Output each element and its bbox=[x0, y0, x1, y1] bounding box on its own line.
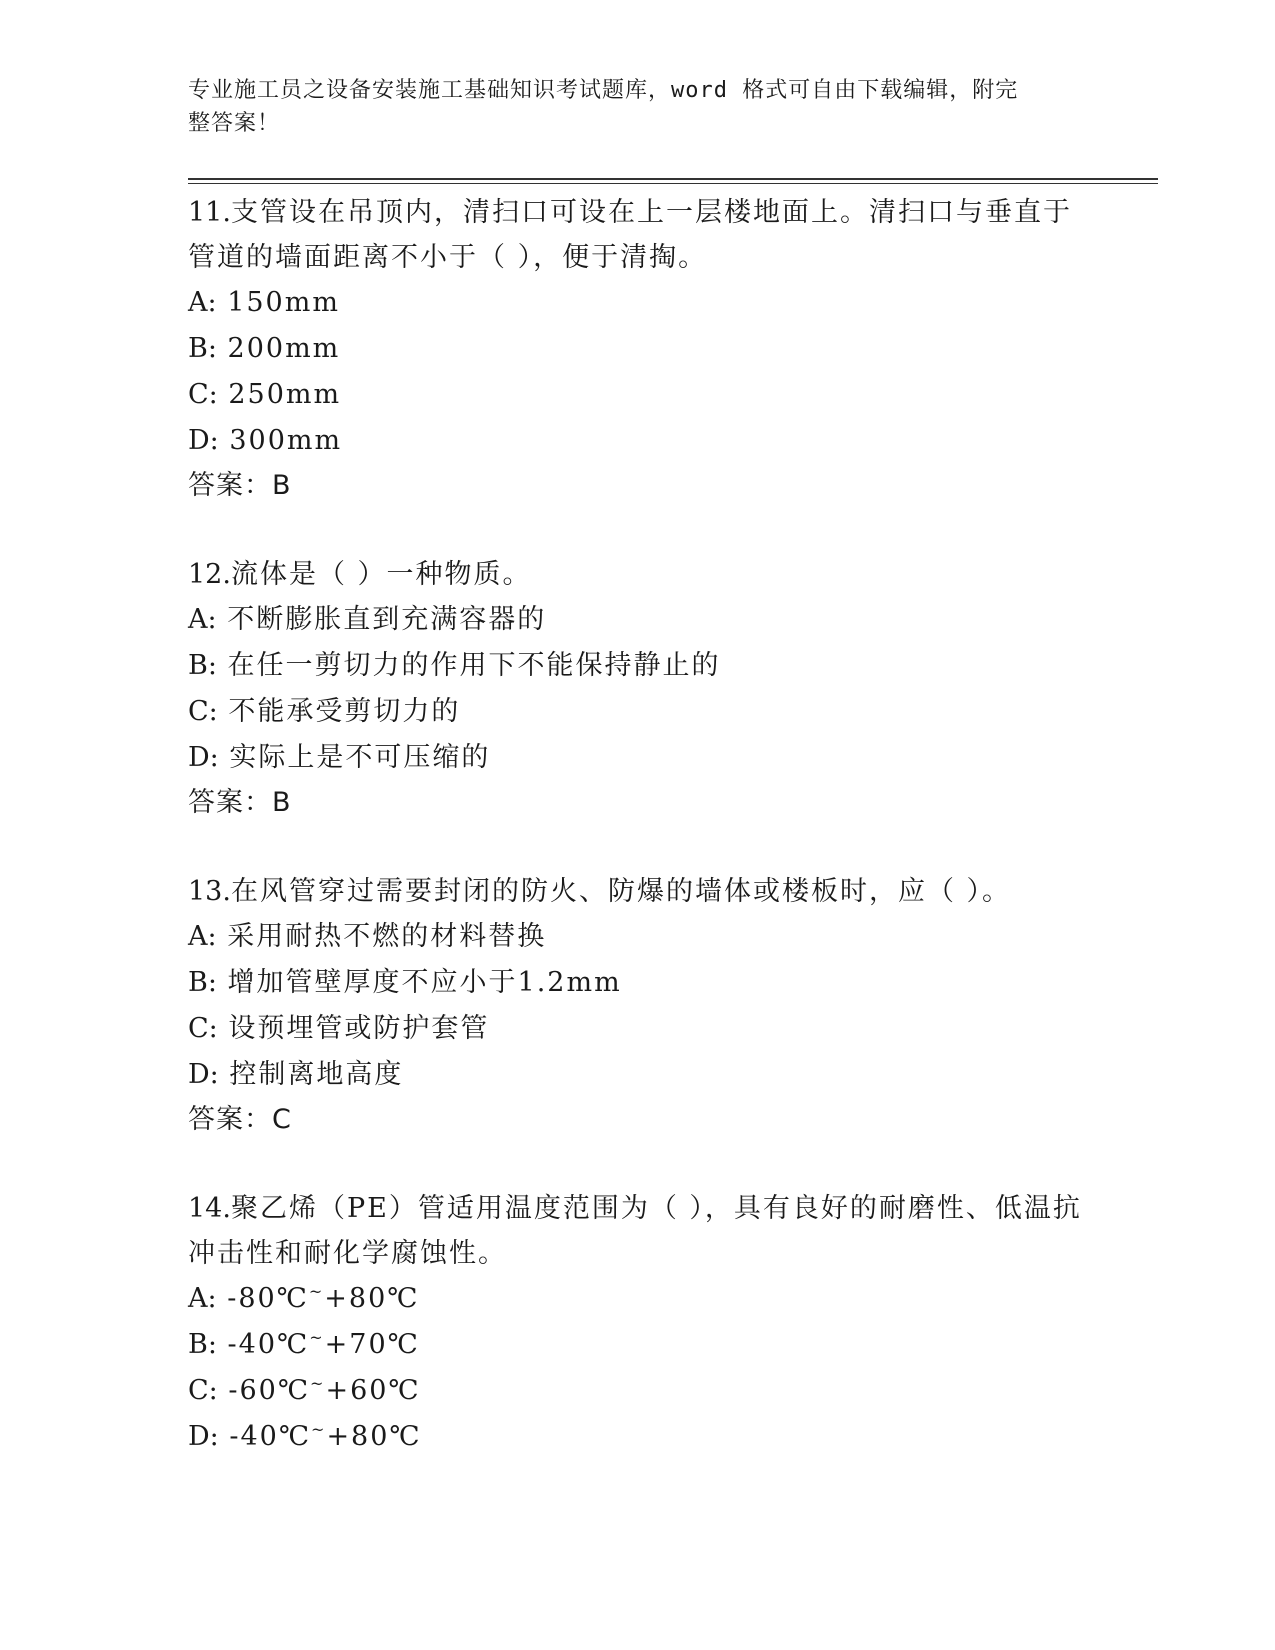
option-letter: A: bbox=[188, 921, 217, 952]
option-c bbox=[188, 1006, 1088, 1052]
header-divider-thin bbox=[188, 183, 1158, 184]
option-range-low: -60℃ bbox=[228, 1375, 311, 1406]
question-text: 流体是（ ）一种物质。 bbox=[230, 559, 532, 590]
range-tilde: ~ bbox=[311, 1420, 327, 1439]
option-b bbox=[188, 326, 1088, 372]
option-c bbox=[188, 372, 1088, 418]
header-line-2: 整答案！ bbox=[188, 111, 281, 136]
question-11 bbox=[188, 190, 1088, 508]
question-number: 14. bbox=[188, 1193, 231, 1224]
option-text: 采用耐热不燃的材料替换 bbox=[227, 921, 547, 952]
option-range-high: +60℃ bbox=[325, 1375, 421, 1406]
option-a bbox=[188, 597, 1088, 643]
option-text: 200mm bbox=[227, 333, 341, 364]
option-b bbox=[188, 960, 1088, 1006]
range-tilde: ~ bbox=[308, 1282, 325, 1301]
range-tilde: ~ bbox=[310, 1374, 326, 1393]
option-a bbox=[188, 280, 1088, 326]
option-letter: B: bbox=[188, 333, 217, 364]
option-letter: A: bbox=[188, 1283, 217, 1314]
option-range-high: +70℃ bbox=[324, 1329, 420, 1360]
option-text: 250mm bbox=[228, 379, 342, 410]
question-12 bbox=[188, 552, 1088, 825]
option-letter: A: bbox=[188, 604, 217, 635]
option-range-low: -40℃ bbox=[227, 1329, 310, 1360]
range-tilde: ~ bbox=[309, 1328, 325, 1347]
option-text: 在任一剪切力的作用下不能保持静止的 bbox=[227, 650, 721, 681]
option-letter: A: bbox=[188, 287, 217, 318]
option-range-low: -40℃ bbox=[229, 1421, 312, 1452]
option-letter: C: bbox=[188, 379, 218, 410]
question-stem bbox=[188, 869, 1088, 914]
question-stem bbox=[188, 552, 1088, 597]
option-d bbox=[188, 1414, 1088, 1460]
question-number: 13. bbox=[188, 876, 231, 907]
answer: 答案：C bbox=[188, 1104, 292, 1135]
option-text: 增加管壁厚度不应小于1.2mm bbox=[227, 967, 622, 998]
option-b bbox=[188, 1322, 1088, 1368]
option-d bbox=[188, 418, 1088, 464]
option-letter: D: bbox=[188, 1059, 219, 1090]
option-letter: D: bbox=[188, 1421, 219, 1452]
option-b bbox=[188, 643, 1088, 689]
document-header bbox=[188, 74, 1068, 140]
option-text: 控制离地高度 bbox=[229, 1059, 404, 1090]
option-text: 不能承受剪切力的 bbox=[228, 696, 461, 727]
option-text: 实际上是不可压缩的 bbox=[229, 742, 491, 773]
option-text: 150mm bbox=[227, 287, 340, 318]
question-text: 在风管穿过需要封闭的防火、防爆的墙体或楼板时，应（ ）。 bbox=[230, 876, 1012, 907]
option-letter: B: bbox=[188, 967, 217, 998]
option-range-high: +80℃ bbox=[326, 1421, 422, 1452]
header-divider-thick bbox=[188, 178, 1158, 180]
question-number: 12. bbox=[188, 559, 231, 590]
option-letter: C: bbox=[188, 696, 218, 727]
header-line-1: 专业施工员之设备安装施工基础知识考试题库，word 格式可自由下载编辑，附完 bbox=[188, 78, 1019, 103]
option-letter: C: bbox=[188, 1375, 218, 1406]
question-number: 11. bbox=[188, 197, 231, 228]
answer: 答案：B bbox=[188, 470, 292, 501]
option-text: 设预埋管或防护套管 bbox=[228, 1013, 490, 1044]
option-d bbox=[188, 735, 1088, 781]
option-c bbox=[188, 689, 1088, 735]
option-d bbox=[188, 1052, 1088, 1098]
option-letter: B: bbox=[188, 650, 217, 681]
option-text: 300mm bbox=[229, 425, 343, 456]
question-text: 支管设在吊顶内，清扫口可设在上一层楼地面上。清扫口与垂直于管道的墙面距离不小于（ ），便于清掏。 bbox=[188, 197, 1072, 273]
option-letter: D: bbox=[188, 425, 219, 456]
question-14 bbox=[188, 1186, 1088, 1460]
option-letter: B: bbox=[188, 1329, 217, 1360]
option-letter: C: bbox=[188, 1013, 218, 1044]
question-text: 聚乙烯（PE）管适用温度范围为（ ），具有良好的耐磨性、低温抗冲击性和耐化学腐蚀性。 bbox=[188, 1193, 1082, 1269]
option-range-high: +80℃ bbox=[324, 1283, 420, 1314]
option-c bbox=[188, 1368, 1088, 1414]
option-range-low: -80℃ bbox=[227, 1283, 309, 1314]
answer: 答案：B bbox=[188, 787, 292, 818]
question-stem bbox=[188, 1186, 1088, 1276]
option-letter: D: bbox=[188, 742, 219, 773]
option-a bbox=[188, 914, 1088, 960]
question-list bbox=[188, 190, 1088, 1504]
option-text: 不断膨胀直到充满容器的 bbox=[227, 604, 547, 635]
question-13 bbox=[188, 869, 1088, 1142]
option-a bbox=[188, 1276, 1088, 1322]
question-stem bbox=[188, 190, 1088, 280]
